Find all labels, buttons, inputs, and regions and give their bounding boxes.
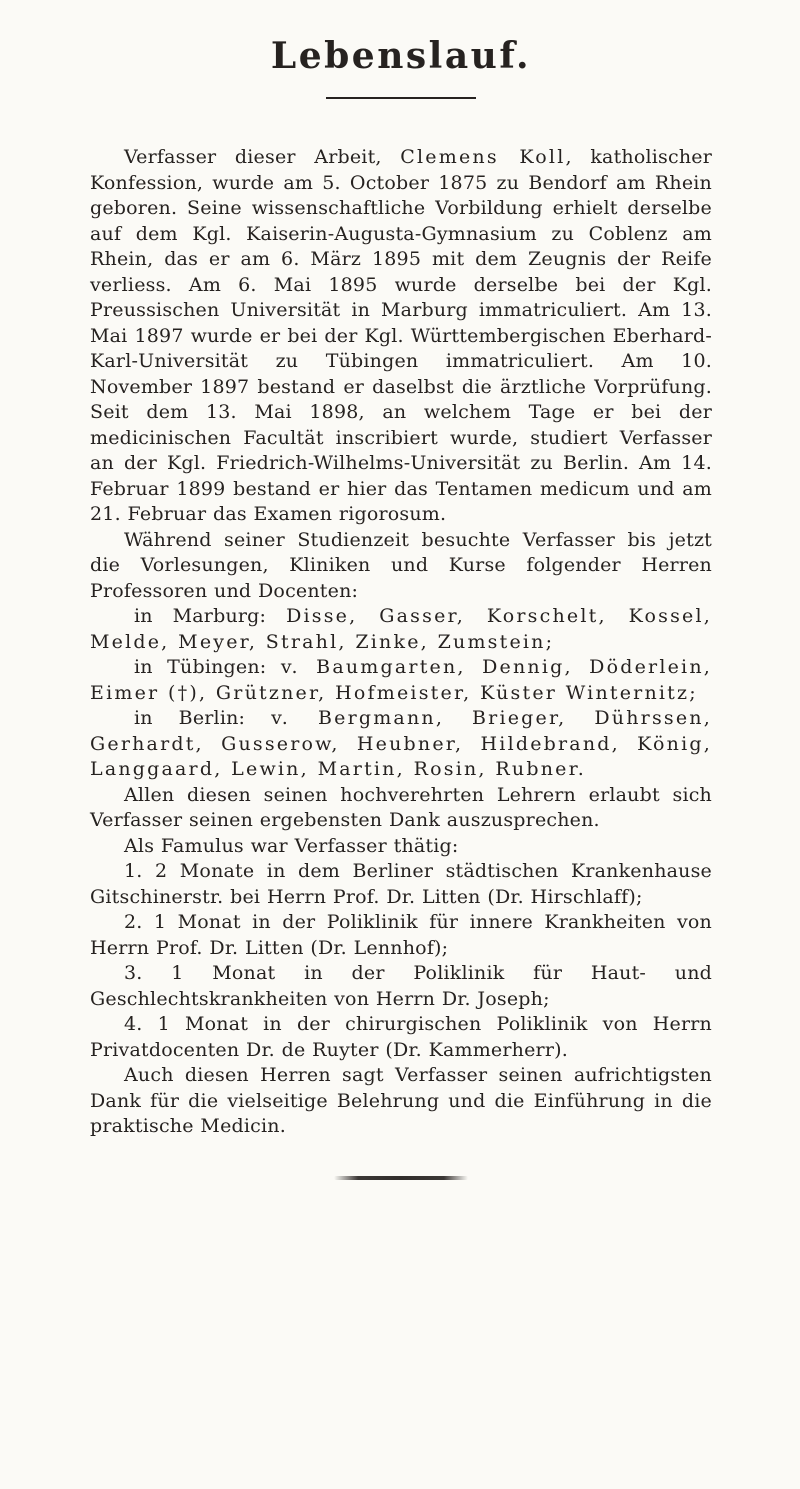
- famulus-item-1: 1. 2 Monate in dem Berliner städtischen Krankenhause Gitschinerstr. bei Herrn Prof. Dr. Litten (Dr. Hirschlaff);: [90, 860, 712, 908]
- page-title: Lebenslauf.: [270, 35, 532, 77]
- professor-names-tuebingen: v. Baumgarten, Dennig, Döderlein, Eimer (†), Grützner, Hofmeister, Küster Winternitz;: [90, 656, 712, 704]
- professors-line-marburg: [90, 604, 712, 655]
- famulus-item-3: 3. 1 Monat in der Poliklinik für Haut- und Geschlechtskrankheiten von Herrn Dr. Joseph;: [90, 962, 712, 1010]
- biography-lead: Verfasser dieser Arbeit,: [124, 146, 401, 169]
- biography-rest: , katholischer Konfession, wurde am 5. October 1875 zu Bendorf am Rhein geboren. Seine wissenschaftliche Vorbildung erhielt derselbe auf dem Kgl. Kaiserin-Augusta-Gymnasium zu Coblenz am Rhein, das er am 6. März 1895 mit dem Zeugnis der Reife verliess. Am 6. Mai 1895 wurde derselbe bei der Kgl. Preussischen Universität in Marburg immatriculiert. Am 13. Mai 1897 wurde er bei der Kgl. Württembergischen Eberhard-Karl-Universität zu Tübingen immatriculiert. Am 10. November 1897 bestand er daselbst die ärztliche Vorprüfung. Seit dem 13. Mai 1898, an welchem Tage er bei der medicinischen Facultät inscribiert wurde, studiert Verfasser an der Kgl. Friedrich-Wilhelms-Universität zu Berlin. Am 14. Februar 1899 bestand er hier das Tentamen medicum und am 21. Februar das Examen rigorosum.: [90, 146, 713, 526]
- professors-line-tuebingen: [90, 655, 712, 706]
- professors-line-berlin: [90, 706, 712, 783]
- professor-names-berlin: v. Bergmann, Brieger, Dührssen, Gerhardt, Gusserow, Heubner, Hildebrand, König, Langgaard, Lewin, Martin, Rosin, Rubner.: [90, 707, 712, 781]
- paragraph-closing: Auch diesen Herren sagt Verfasser seinen aufrichtigsten Dank für die vielseitige Belehrung und die Einführung in die praktische Medicin.: [90, 1064, 712, 1138]
- place-label-marburg: in Marburg:: [134, 605, 287, 628]
- paragraph-biography: [90, 145, 712, 528]
- end-rule: [334, 1176, 468, 1180]
- author-name: Clemens Koll: [400, 146, 566, 169]
- professor-names-marburg: Disse, Gasser, Korschelt, Kossel, Melde, Meyer, Strahl, Zinke, Zumstein;: [90, 605, 712, 653]
- famulus-item-2: 2. 1 Monat in der Poliklinik für innere Krankheiten von Herrn Prof. Dr. Litten (Dr. Lennhof);: [90, 911, 712, 959]
- place-label-tuebingen: in Tübingen:: [134, 656, 281, 679]
- place-label-berlin: in Berlin:: [134, 707, 272, 730]
- paragraph-famulus-intro: Als Famulus war Verfasser thätig:: [124, 834, 459, 857]
- document-body: [90, 145, 712, 1140]
- title-rule: [326, 97, 476, 99]
- paragraph-thanks-professors: Allen diesen seinen hochverehrten Lehrern erlaubt sich Verfasser seinen ergebensten Dank auszusprechen.: [90, 783, 712, 832]
- paragraph-studies-intro: Während seiner Studienzeit besuchte Verfasser bis jetzt die Vorlesungen, Kliniken und Kurse folgender Herren Professoren und Docenten:: [90, 528, 712, 602]
- famulus-item-4: 4. 1 Monat in der chirurgischen Poliklinik von Herrn Privatdocenten Dr. de Ruyter (Dr. Kammerherr).: [90, 1013, 712, 1061]
